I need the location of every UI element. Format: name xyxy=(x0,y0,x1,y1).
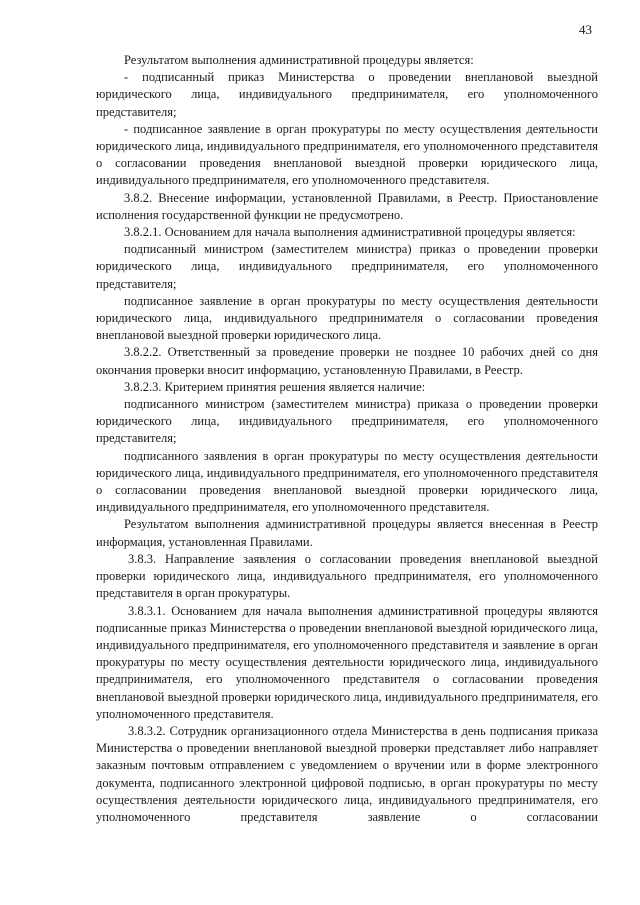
document-paragraph: Результатом выполнения административной процедуры является: xyxy=(124,53,474,67)
document-paragraph: подписанный министром (заместителем министра) приказ о проведении проверки юридического лица, индивидуального предпринимателя, его уполномоченного представителя; xyxy=(96,242,598,291)
document-body xyxy=(96,52,598,826)
document-paragraph: Результатом выполнения административной процедуры является внесенная в Реестр информация, установленная Правилами. xyxy=(96,517,598,549)
document-paragraph: 3.8.2. Внесение информации, установленной Правилами, в Реестр. Приостановление исполнения государственной функции не предусмотрено. xyxy=(96,190,598,222)
document-paragraph: 3.8.2.3. Критерием принятия решения является наличие: xyxy=(124,379,426,394)
document-paragraph: 3.8.3.2. Сотрудник организационного отдела Министерства в день подписания приказа Министерства о проведении внеплановой выездной проверки представляет либо направляет заказным почтовым отправлением с уведомлением о вручении или в форме электронного документа, подписанного электронной цифровой подписью, в орган прокуратуры по месту осуществления деятельности юридического лица, индивидуального предпринимателя, его уполномоченного представителя заявление о согласовании xyxy=(96,723,598,824)
document-paragraph: 3.8.2.1. Основанием для начала выполнения административной процедуры является: xyxy=(124,225,576,240)
document-paragraph: 3.8.3.1. Основанием для начала выполнения административной процедуры являются подписанные приказ Министерства о проведении внеплановой выездной юридического лица, индивидуального предпринимателя, его уполномоченного представителя и заявление в орган прокуратуры по месту осуществления деятельности юридического лица, индивидуального предпринимателя, его уполномоченного представителя о согласовании проведения внеплановой выездной проверки юридического лица, индивидуального предпринимателя, его уполномоченного представителя. xyxy=(96,603,598,721)
document-paragraph: - подписанный приказ Министерства о проведении внеплановой выездной юридического лица, индивидуального предпринимателя, его уполномоченного представителя; xyxy=(96,70,598,119)
document-paragraph: 3.8.3. Направление заявления о согласовании проведения внеплановой выездной проверки юридического лица, индивидуального предпринимателя, его уполномоченного представителя в орган прокуратуры. xyxy=(96,551,598,601)
page-number: 43 xyxy=(579,22,592,37)
document-paragraph: 3.8.2.2. Ответственный за проведение проверки не позднее 10 рабочих дней со дня окончания проверки вносит информацию, установленную Правилами, в Реестр. xyxy=(96,345,598,377)
document-paragraph: - подписанное заявление в орган прокуратуры по месту осуществления деятельности юридического лица, индивидуального предпринимателя, его уполномоченного представителя о согласовании проведения внеплановой выездной проверки юридического лица, индивидуального предпринимателя, его уполномоченного представителя. xyxy=(96,121,598,188)
document-paragraph: подписанного министром (заместителем министра) приказа о проведении проверки юридического лица, индивидуального предпринимателя, его уполномоченного представителя; xyxy=(96,397,598,446)
document-paragraph: подписанного заявления в орган прокуратуры по месту осуществления деятельности юридического лица, индивидуального предпринимателя, его уполномоченного представителя о согласовании проведения внеплановой выездной проверки юридического лица, индивидуального предпринимателя, его уполномоченного представителя. xyxy=(96,448,598,515)
document-paragraph: подписанное заявление в орган прокуратуры по месту осуществления деятельности юридического лица, индивидуального предпринимателя о согласовании проведения внеплановой выездной проверки юридического лица. xyxy=(96,293,598,343)
